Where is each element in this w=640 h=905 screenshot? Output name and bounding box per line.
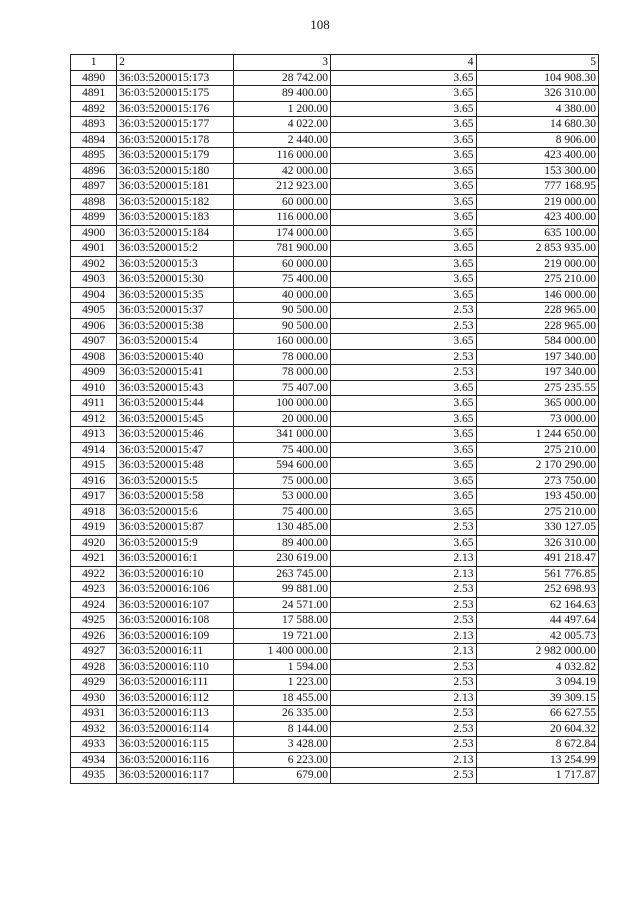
area-cell: 18 455.00: [233, 690, 330, 706]
value-cell: 62 164.63: [476, 597, 598, 613]
value-cell: 39 309.15: [476, 690, 598, 706]
table-row: [71, 194, 599, 210]
cadastral-number-cell: 36:03:5200015:176: [117, 101, 233, 117]
value-cell: 44 497.64: [476, 613, 598, 629]
rate-cell: 3.65: [330, 473, 476, 489]
page-number: 108: [310, 17, 330, 32]
table-row: [71, 752, 599, 768]
cadastral-number-cell: 36:03:5200015:43: [117, 380, 233, 396]
rate-cell: 2.53: [330, 613, 476, 629]
row-number-cell: 4911: [71, 396, 117, 412]
value-cell: 252 698.93: [476, 582, 598, 598]
value-cell: 326 310.00: [476, 86, 598, 102]
cadastral-number-cell: 36:03:5200015:41: [117, 365, 233, 381]
rate-cell: 3.65: [330, 241, 476, 257]
table-row: [71, 551, 599, 567]
table-row: [71, 768, 599, 784]
table-row: [71, 458, 599, 474]
row-number-cell: 4899: [71, 210, 117, 226]
table-row: [71, 675, 599, 691]
table-row: [71, 566, 599, 582]
table-row: [71, 520, 599, 536]
rate-cell: 3.65: [330, 489, 476, 505]
area-cell: 160 000.00: [233, 334, 330, 350]
rate-cell: 2.53: [330, 597, 476, 613]
row-number-cell: 4896: [71, 163, 117, 179]
rate-cell: 2.53: [330, 706, 476, 722]
row-number-cell: 4922: [71, 566, 117, 582]
table-row: [71, 504, 599, 520]
cadastral-number-cell: 36:03:5200016:114: [117, 721, 233, 737]
value-cell: 491 218.47: [476, 551, 598, 567]
row-number-cell: 4921: [71, 551, 117, 567]
area-cell: 60 000.00: [233, 194, 330, 210]
rate-cell: 3.65: [330, 396, 476, 412]
row-number-cell: 4935: [71, 768, 117, 784]
column-header-2: 2: [117, 55, 233, 71]
row-number-cell: 4903: [71, 272, 117, 288]
rate-cell: 2.53: [330, 768, 476, 784]
value-cell: 584 000.00: [476, 334, 598, 350]
cadastral-number-cell: 36:03:5200015:87: [117, 520, 233, 536]
cadastral-number-cell: 36:03:5200016:113: [117, 706, 233, 722]
cadastral-number-cell: 36:03:5200015:35: [117, 287, 233, 303]
value-cell: 275 210.00: [476, 504, 598, 520]
area-cell: 75 407.00: [233, 380, 330, 396]
value-cell: 219 000.00: [476, 256, 598, 272]
rate-cell: 3.65: [330, 334, 476, 350]
row-number-cell: 4924: [71, 597, 117, 613]
rate-cell: 3.65: [330, 458, 476, 474]
table-row: [71, 690, 599, 706]
cadastral-number-cell: 36:03:5200016:115: [117, 737, 233, 753]
value-cell: 73 000.00: [476, 411, 598, 427]
table-body: [71, 70, 599, 783]
row-number-cell: 4914: [71, 442, 117, 458]
area-cell: 1 594.00: [233, 659, 330, 675]
cadastral-number-cell: 36:03:5200015:181: [117, 179, 233, 195]
area-cell: 75 000.00: [233, 473, 330, 489]
cadastral-number-cell: 36:03:5200015:183: [117, 210, 233, 226]
column-header-3: 3: [233, 55, 330, 71]
table-row: [71, 582, 599, 598]
row-number-cell: 4916: [71, 473, 117, 489]
cadastral-number-cell: 36:03:5200015:4: [117, 334, 233, 350]
row-number-cell: 4894: [71, 132, 117, 148]
row-number-cell: 4915: [71, 458, 117, 474]
rate-cell: 3.65: [330, 411, 476, 427]
value-cell: 275 210.00: [476, 442, 598, 458]
value-cell: 104 908.30: [476, 70, 598, 86]
table-row: [71, 473, 599, 489]
row-number-cell: 4905: [71, 303, 117, 319]
rate-cell: 2.13: [330, 551, 476, 567]
table-row: [71, 117, 599, 133]
area-cell: 75 400.00: [233, 442, 330, 458]
area-cell: 19 721.00: [233, 628, 330, 644]
cadastral-number-cell: 36:03:5200016:117: [117, 768, 233, 784]
rate-cell: 3.65: [330, 380, 476, 396]
row-number-cell: 4904: [71, 287, 117, 303]
table-row: [71, 737, 599, 753]
area-cell: 40 000.00: [233, 287, 330, 303]
value-cell: 423 400.00: [476, 148, 598, 164]
table-row: [71, 396, 599, 412]
row-number-cell: 4893: [71, 117, 117, 133]
value-cell: 197 340.00: [476, 349, 598, 365]
value-cell: 2 982 000.00: [476, 644, 598, 660]
rate-cell: 2.53: [330, 721, 476, 737]
cadastral-number-cell: 36:03:5200016:112: [117, 690, 233, 706]
row-number-cell: 4908: [71, 349, 117, 365]
rate-cell: 2.53: [330, 675, 476, 691]
table-row: [71, 241, 599, 257]
value-cell: 1 717.87: [476, 768, 598, 784]
rate-cell: 3.65: [330, 256, 476, 272]
table-row: [71, 613, 599, 629]
row-number-cell: 4900: [71, 225, 117, 241]
table-row: [71, 427, 599, 443]
area-cell: 781 900.00: [233, 241, 330, 257]
area-cell: 263 745.00: [233, 566, 330, 582]
row-number-cell: 4913: [71, 427, 117, 443]
value-cell: 273 750.00: [476, 473, 598, 489]
value-cell: 14 680.30: [476, 117, 598, 133]
rate-cell: 2.53: [330, 737, 476, 753]
cadastral-number-cell: 36:03:5200015:5: [117, 473, 233, 489]
table-row: [71, 659, 599, 675]
table-row: [71, 721, 599, 737]
area-cell: 130 485.00: [233, 520, 330, 536]
row-number-cell: 4920: [71, 535, 117, 551]
value-cell: 146 000.00: [476, 287, 598, 303]
cadastral-number-cell: 36:03:5200016:106: [117, 582, 233, 598]
table-row: [71, 489, 599, 505]
cadastral-number-cell: 36:03:5200015:3: [117, 256, 233, 272]
table-row: [71, 380, 599, 396]
cadastral-number-cell: 36:03:5200015:38: [117, 318, 233, 334]
area-cell: 60 000.00: [233, 256, 330, 272]
row-number-cell: 4912: [71, 411, 117, 427]
cadastral-number-cell: 36:03:5200015:2: [117, 241, 233, 257]
area-cell: 75 400.00: [233, 272, 330, 288]
row-number-cell: 4925: [71, 613, 117, 629]
area-cell: 3 428.00: [233, 737, 330, 753]
table-row: [71, 256, 599, 272]
cadastral-number-cell: 36:03:5200016:116: [117, 752, 233, 768]
value-cell: 153 300.00: [476, 163, 598, 179]
area-cell: 78 000.00: [233, 365, 330, 381]
cadastral-number-cell: 36:03:5200016:110: [117, 659, 233, 675]
table-row: [71, 86, 599, 102]
rate-cell: 3.65: [330, 179, 476, 195]
row-number-cell: 4927: [71, 644, 117, 660]
row-number-cell: 4933: [71, 737, 117, 753]
cadastral-number-cell: 36:03:5200015:184: [117, 225, 233, 241]
cadastral-number-cell: 36:03:5200015:45: [117, 411, 233, 427]
area-cell: 42 000.00: [233, 163, 330, 179]
rate-cell: 2.53: [330, 349, 476, 365]
rate-cell: 2.53: [330, 582, 476, 598]
table-row: [71, 442, 599, 458]
area-cell: 100 000.00: [233, 396, 330, 412]
row-number-cell: 4917: [71, 489, 117, 505]
table-row: [71, 272, 599, 288]
value-cell: 2 170 290.00: [476, 458, 598, 474]
row-number-cell: 4901: [71, 241, 117, 257]
table-row: [71, 349, 599, 365]
cadastral-number-cell: 36:03:5200016:11: [117, 644, 233, 660]
rate-cell: 3.65: [330, 194, 476, 210]
rate-cell: 3.65: [330, 148, 476, 164]
area-cell: 75 400.00: [233, 504, 330, 520]
value-cell: 777 168.95: [476, 179, 598, 195]
row-number-cell: 4934: [71, 752, 117, 768]
cadastral-number-cell: 36:03:5200015:173: [117, 70, 233, 86]
value-cell: 197 340.00: [476, 365, 598, 381]
area-cell: 4 022.00: [233, 117, 330, 133]
table-row: [71, 318, 599, 334]
value-cell: 365 000.00: [476, 396, 598, 412]
table-row: [71, 225, 599, 241]
row-number-cell: 4890: [71, 70, 117, 86]
rate-cell: 3.65: [330, 117, 476, 133]
rate-cell: 2.13: [330, 690, 476, 706]
table-row: [71, 148, 599, 164]
value-cell: 219 000.00: [476, 194, 598, 210]
cadastral-number-cell: 36:03:5200015:30: [117, 272, 233, 288]
area-cell: 90 500.00: [233, 303, 330, 319]
value-cell: 2 853 935.00: [476, 241, 598, 257]
area-cell: 28 742.00: [233, 70, 330, 86]
value-cell: 275 235.55: [476, 380, 598, 396]
area-cell: 1 200.00: [233, 101, 330, 117]
row-number-cell: 4910: [71, 380, 117, 396]
row-number-cell: 4926: [71, 628, 117, 644]
table-row: [71, 411, 599, 427]
table-row: [71, 210, 599, 226]
column-header-5: 5: [476, 55, 598, 71]
table-row: [71, 101, 599, 117]
rate-cell: 2.13: [330, 566, 476, 582]
rate-cell: 2.13: [330, 628, 476, 644]
row-number-cell: 4895: [71, 148, 117, 164]
value-cell: 3 094.19: [476, 675, 598, 691]
rate-cell: 3.65: [330, 442, 476, 458]
area-cell: 8 144.00: [233, 721, 330, 737]
area-cell: 116 000.00: [233, 148, 330, 164]
rate-cell: 3.65: [330, 535, 476, 551]
cadastral-number-cell: 36:03:5200015:44: [117, 396, 233, 412]
area-cell: 53 000.00: [233, 489, 330, 505]
table-row: [71, 163, 599, 179]
row-number-cell: 4907: [71, 334, 117, 350]
value-cell: 228 965.00: [476, 318, 598, 334]
row-number-cell: 4891: [71, 86, 117, 102]
rate-cell: 2.53: [330, 659, 476, 675]
table-row: [71, 535, 599, 551]
table-row: [71, 644, 599, 660]
table-row: [71, 303, 599, 319]
cadastral-value-table: [70, 54, 599, 784]
table-row: [71, 628, 599, 644]
area-cell: 89 400.00: [233, 535, 330, 551]
table-row: [71, 706, 599, 722]
cadastral-number-cell: 36:03:5200015:6: [117, 504, 233, 520]
header-row: [71, 55, 599, 71]
area-cell: 1 400 000.00: [233, 644, 330, 660]
area-cell: 24 571.00: [233, 597, 330, 613]
area-cell: 230 619.00: [233, 551, 330, 567]
value-cell: 326 310.00: [476, 535, 598, 551]
value-cell: 8 672.84: [476, 737, 598, 753]
value-cell: 42 005.73: [476, 628, 598, 644]
rate-cell: 3.65: [330, 70, 476, 86]
value-cell: 330 127.05: [476, 520, 598, 536]
area-cell: 78 000.00: [233, 349, 330, 365]
cadastral-number-cell: 36:03:5200015:48: [117, 458, 233, 474]
rate-cell: 2.53: [330, 303, 476, 319]
rate-cell: 2.13: [330, 752, 476, 768]
rate-cell: 3.65: [330, 132, 476, 148]
value-cell: 635 100.00: [476, 225, 598, 241]
cadastral-number-cell: 36:03:5200015:47: [117, 442, 233, 458]
table-row: [71, 179, 599, 195]
value-cell: 4 032.82: [476, 659, 598, 675]
rate-cell: 3.65: [330, 163, 476, 179]
value-cell: 193 450.00: [476, 489, 598, 505]
value-cell: 20 604.32: [476, 721, 598, 737]
row-number-cell: 4919: [71, 520, 117, 536]
row-number-cell: 4898: [71, 194, 117, 210]
table-row: [71, 70, 599, 86]
row-number-cell: 4892: [71, 101, 117, 117]
row-number-cell: 4930: [71, 690, 117, 706]
rate-cell: 2.53: [330, 520, 476, 536]
row-number-cell: 4923: [71, 582, 117, 598]
rate-cell: 3.65: [330, 427, 476, 443]
cadastral-number-cell: 36:03:5200015:9: [117, 535, 233, 551]
area-cell: 6 223.00: [233, 752, 330, 768]
cadastral-number-cell: 36:03:5200015:177: [117, 117, 233, 133]
area-cell: 2 440.00: [233, 132, 330, 148]
cadastral-number-cell: 36:03:5200016:107: [117, 597, 233, 613]
rate-cell: 3.65: [330, 210, 476, 226]
area-cell: 679.00: [233, 768, 330, 784]
area-cell: 99 881.00: [233, 582, 330, 598]
value-cell: 13 254.99: [476, 752, 598, 768]
rate-cell: 2.53: [330, 365, 476, 381]
row-number-cell: 4918: [71, 504, 117, 520]
cadastral-number-cell: 36:03:5200015:37: [117, 303, 233, 319]
value-cell: 561 776.85: [476, 566, 598, 582]
row-number-cell: 4909: [71, 365, 117, 381]
area-cell: 20 000.00: [233, 411, 330, 427]
cadastral-number-cell: 36:03:5200015:175: [117, 86, 233, 102]
row-number-cell: 4906: [71, 318, 117, 334]
cadastral-number-cell: 36:03:5200016:111: [117, 675, 233, 691]
rate-cell: 3.65: [330, 504, 476, 520]
area-cell: 17 588.00: [233, 613, 330, 629]
cadastral-number-cell: 36:03:5200015:178: [117, 132, 233, 148]
cadastral-number-cell: 36:03:5200015:40: [117, 349, 233, 365]
table-row: [71, 287, 599, 303]
rate-cell: 3.65: [330, 86, 476, 102]
value-cell: 228 965.00: [476, 303, 598, 319]
value-cell: 275 210.00: [476, 272, 598, 288]
cadastral-number-cell: 36:03:5200016:109: [117, 628, 233, 644]
cadastral-number-cell: 36:03:5200015:46: [117, 427, 233, 443]
cadastral-number-cell: 36:03:5200016:10: [117, 566, 233, 582]
value-cell: 423 400.00: [476, 210, 598, 226]
cadastral-number-cell: 36:03:5200015:179: [117, 148, 233, 164]
row-number-cell: 4928: [71, 659, 117, 675]
row-number-cell: 4931: [71, 706, 117, 722]
cadastral-number-cell: 36:03:5200015:58: [117, 489, 233, 505]
column-header-1: 1: [71, 55, 117, 71]
row-number-cell: 4897: [71, 179, 117, 195]
area-cell: 174 000.00: [233, 225, 330, 241]
area-cell: 26 335.00: [233, 706, 330, 722]
value-cell: 8 906.00: [476, 132, 598, 148]
cadastral-number-cell: 36:03:5200016:1: [117, 551, 233, 567]
area-cell: 594 600.00: [233, 458, 330, 474]
cadastral-number-cell: 36:03:5200016:108: [117, 613, 233, 629]
area-cell: 89 400.00: [233, 86, 330, 102]
table-row: [71, 365, 599, 381]
rate-cell: 3.65: [330, 225, 476, 241]
area-cell: 341 000.00: [233, 427, 330, 443]
value-cell: 1 244 650.00: [476, 427, 598, 443]
area-cell: 116 000.00: [233, 210, 330, 226]
table-row: [71, 132, 599, 148]
rate-cell: 2.13: [330, 644, 476, 660]
area-cell: 1 223.00: [233, 675, 330, 691]
area-cell: 90 500.00: [233, 318, 330, 334]
rate-cell: 3.65: [330, 287, 476, 303]
cadastral-number-cell: 36:03:5200015:182: [117, 194, 233, 210]
row-number-cell: 4929: [71, 675, 117, 691]
row-number-cell: 4902: [71, 256, 117, 272]
rate-cell: 2.53: [330, 318, 476, 334]
row-number-cell: 4932: [71, 721, 117, 737]
area-cell: 212 923.00: [233, 179, 330, 195]
table-row: [71, 334, 599, 350]
value-cell: 66 627.55: [476, 706, 598, 722]
value-cell: 4 380.00: [476, 101, 598, 117]
rate-cell: 3.65: [330, 101, 476, 117]
cadastral-number-cell: 36:03:5200015:180: [117, 163, 233, 179]
table-row: [71, 597, 599, 613]
column-header-4: 4: [330, 55, 476, 71]
rate-cell: 3.65: [330, 272, 476, 288]
